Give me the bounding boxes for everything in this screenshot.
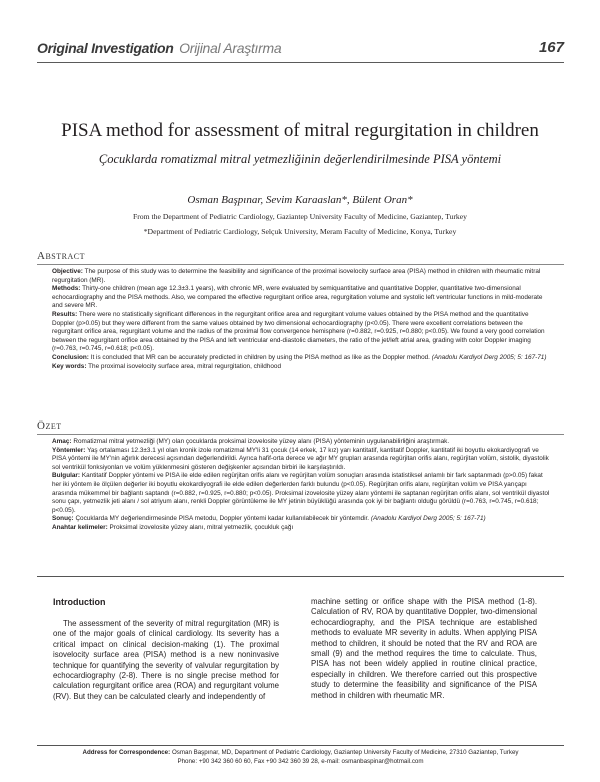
header-label-en: Original Investigation	[37, 40, 174, 56]
affiliation-1: From the Department of Pediatric Cardiology, Gaziantep University Faculty of Medicine, Gaziantep, Turkey	[132, 212, 468, 221]
results-text: There were no statistically significant differences in the regurgitant orifice area and regurgitant volume values obtained by the PISA method and the quantitative Doppler (p>0.05) but they were different from the same values obtained by two dimensional echocardiography (p<0.05). There were excellent correlations between the regurgitant orifice area, regurgitant volume and the radius of the proximal flow convergence hemisphere (r=0.882, r=0.925, r=0.880; p<0.05). We found a very good correlation between the regurgitant orifice area obtained by the PISA and left ventricular end-diastolic diameters, the ratio of the jet/left atrial area, grading with color Doppler imaging (r=0.763, r=0.745, r=0.618; p<0.05).	[52, 310, 545, 353]
abstract-conclusion	[52, 354, 552, 363]
amac-text: Romatizmal mitral yetmezliği (MY) olan çocuklarda proksimal izovelosite yüzey alanı (PISA) yönteminin uygulanabilirliğini araştırmak.	[73, 438, 450, 445]
ozet-divider	[37, 434, 564, 435]
abstract-keywords	[52, 363, 552, 372]
correspondence-footer	[37, 749, 564, 767]
keywords-text: The proximal isovelocity surface area, mitral regurgitation, childhood	[88, 362, 281, 370]
sonuc-citation: (Anadolu Kardiyol Derg 2005; 5: 167-71)	[370, 515, 486, 523]
results-label: Results:	[52, 310, 78, 318]
anahtar-text: Proksimal izovelosite yüzey alanı, mitral yetmezlik, çocukluk çağı	[109, 523, 294, 531]
abstract-results	[52, 311, 552, 354]
header-label-tr: Orijinal Araştırma	[179, 40, 282, 56]
conclusion-text: It is concluded that MR can be accurately predicted in children by using the PISA method as like as the Doppler method.	[90, 353, 430, 361]
running-header	[37, 38, 564, 63]
abstract-methods	[52, 285, 552, 311]
abstract-heading-text: Abstract	[37, 250, 85, 262]
keywords-label: Key words:	[52, 362, 87, 370]
ozet-body	[52, 438, 552, 533]
ozet-heading-text: Özet	[37, 420, 62, 432]
objective-text: The purpose of this study was to determine the feasibility and significance of the proximal isovelocity surface area (PISA) method in children with rheumatic mitral regurgitation (MR).	[52, 268, 541, 284]
correspondence-line	[37, 749, 564, 758]
intro-right-text: machine setting or orifice shape with the PISA method (1-8). Calculation of RV, ROA by quantitative Doppler, two-dimensional echocardiography, and the PISA technique are established methods to evaluate MR severity in adults. When applying PISA method to children, it should be noted that the RV and ROA are small (9) and the method requires the time to calculate. Thus, PISA has not been widely applied in routine clinical practice, especially in children. We therefore carried out this prospective study to determine the feasibility and significance of the PISA method in children with rheumatic MR.	[311, 597, 537, 700]
page-number: 167	[538, 39, 564, 56]
article-title: PISA method for assessment of mitral regurgitation in children	[61, 120, 539, 141]
abstract-divider	[37, 264, 564, 265]
conclusion-citation: (Anadolu Kardiyol Derg 2005; 5: 167-71)	[431, 353, 547, 361]
intro-left-text: The assessment of the severity of mitral regurgitation (MR) is one of the major goals of clinical cardiology. Its severity has a critical impact on clinical decision-making (1). The proximal isovelocity surface area (PISA) method is a new noninvasive technique for quantifying the severity of valvular regurgitation by echocardiography (2-8). There is no single precise method for calculation regurgitant orifice area (ROA) and regurgitant volume (RV). But they can be calculated clearly and independently of	[53, 619, 279, 701]
ozet-heading	[37, 420, 62, 432]
anahtar-label: Anahtar kelimeler:	[52, 523, 108, 531]
ozet-yontemler	[52, 447, 552, 473]
ozet-sonuc	[52, 515, 552, 524]
methods-text: Thirty-one children (mean age 12.3±3.1 years), with chronic MR, were evaluated by semiquantitative and quantitative Doppler, quantitative two-dimensional echocardiography and the PISA methods. Also, we compared the effective regurgitant orifice area, regurgitation volume and systolic left ventricular functions in mild-moderate and severe MR.	[52, 285, 543, 310]
abstract-heading	[37, 250, 85, 262]
abstract-end-divider	[37, 576, 564, 577]
correspondence-address: Osman Başpınar, MD, Department of Pediatric Cardiology, Gaziantep University Faculty of Medicine, 27310 Gaziantep, Turkey	[171, 749, 519, 756]
ozet-bulgular	[52, 472, 552, 515]
conclusion-label: Conclusion:	[52, 353, 89, 361]
abstract-body	[52, 268, 552, 371]
header-label	[37, 40, 281, 56]
intro-column-right	[311, 597, 537, 701]
methods-label: Methods:	[52, 285, 81, 293]
footer-divider	[37, 745, 564, 746]
authors: Osman Başpınar, Sevim Karaaslan*, Bülent Oran*	[187, 194, 413, 206]
ozet-anahtar	[52, 524, 552, 533]
yontemler-label: Yöntemler:	[52, 446, 86, 454]
abstract-objective	[52, 268, 552, 285]
article-subtitle: Çocuklarda romatizmal mitral yetmezliğinin değerlendirilmesinde PISA yöntemi	[98, 152, 502, 166]
ozet-amac	[52, 438, 552, 447]
introduction-heading: Introduction	[53, 597, 106, 607]
bulgular-label: Bulgular:	[52, 472, 81, 480]
objective-label: Objective:	[52, 268, 83, 275]
yontemler-text: Yaş ortalaması 12.3±3.1 yıl olan kronik izole romatizmal MY'li 31 çocuk (14 erkek, 17 kız) yarı kantitatif, kantitatif Doppler, kantitatif iki boyutlu ekokardiyografi ve PISA yöntemi ile MY'nin ağırlık derecesi açısından değerlendirildi. Ayrıca hafif-orta derece ve ağır MY grupları arasında regürjitan orifis alanı, regürjitan volüm, sistolik, diyastolik sol ventrikül fonksiyonları ve volüm yüklenmesini gösteren değişkenler açısından birbiri ile karşılaştırıldı.	[52, 446, 549, 471]
sonuc-text: Çocuklarda MY değerlendirmesinde PISA metodu, Doppler yöntemi kadar kullanılabilecek bir yöntemdir.	[75, 515, 370, 523]
amac-label: Amaç:	[52, 438, 72, 445]
intro-column-left	[53, 619, 279, 702]
sonuc-label: Sonuç:	[52, 515, 74, 523]
bulgular-text: Kantitatif Doppler yöntemi ve PISA ile elde edilen regürjitan orifis alanı ve regürjitan volüm sonuçları arasında istatistiksel anlamlı bir fark saptanmadı (p>0.05) fakat her iki yöntem ile ölçülen değerler iki boyutlu ekokardiyografi ile elde edilen değerlerden farklı bulundu (p<0.05). Regürjitan orifis alanı, regürjitan volüm ve PISA yarıçapı arasında mükemmel bir bağlantı saptandı (r=0.882, r=0.925, r=0.880; p<0.05). Proksimal izovelosite yüzey alanı yöntemi ile saptanan regürjitan orifis alanı, sol ventrikül diyastol sonu çapı, yetmezlik jeti alanı / sol atriyum alanı, renkli Doppler görüntüleme ile MY jetinin büyüklüğü arasında çok iyi bir bağlantı olduğu görüldü (r=0.763, r=0.745, r=0.618; p<0.05).	[52, 472, 550, 514]
affiliation-2: *Department of Pediatric Cardiology, Selçuk University, Meram Faculty of Medicine, Konya, Turkey	[143, 227, 457, 236]
correspondence-label: Address for Correspondence:	[82, 749, 171, 756]
correspondence-contact: Phone: +90 342 360 60 60, Fax +90 342 360 39 28, e-mail: osmanbaspinar@hotmail.com	[177, 757, 424, 765]
